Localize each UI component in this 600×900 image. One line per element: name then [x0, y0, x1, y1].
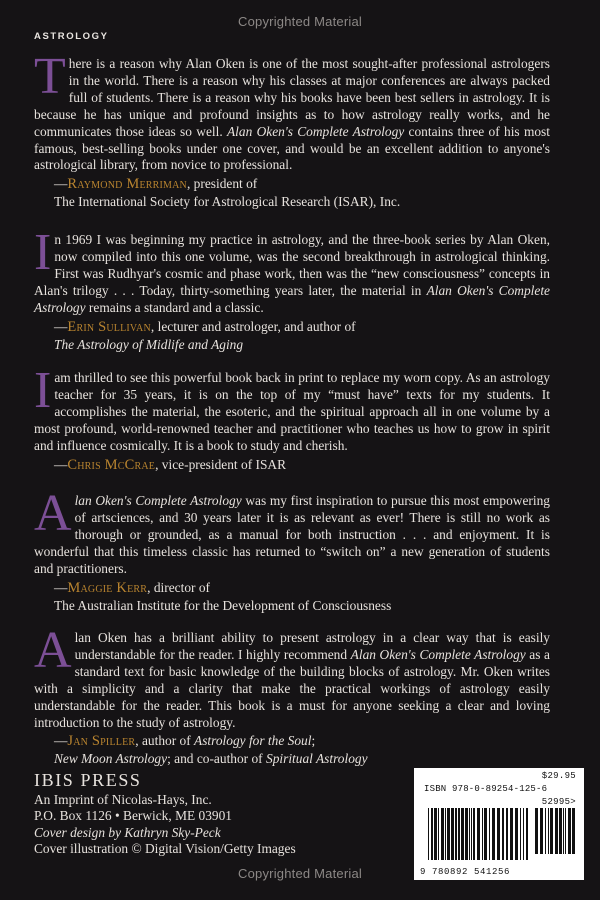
barcode-bar — [471, 808, 472, 860]
barcode-bar — [489, 808, 490, 860]
review-spiller — [34, 622, 550, 767]
barcode-bar — [497, 808, 500, 860]
barcode-bar — [445, 808, 446, 860]
barcode-bar — [526, 808, 528, 860]
review-attribution: —Chris McCrae, vice-president of ISAR — [54, 456, 287, 473]
review-attribution: —Jan Spiller, author of Astrology for the Soul; New Moon Astrology; and co-author of Spiritual Astrology — [54, 733, 368, 767]
barcode-bar — [515, 808, 518, 860]
ean-barcode-bars — [428, 808, 530, 860]
barcode-bar — [510, 808, 513, 860]
review-text: Iam thrilled to see this powerful book back in print to replace my worn copy. As an astrology teacher for 35 years, it is on the top of my “must have” texts for my students. It accomplishes the material, the esoteric, and the spiritual approach all in one volume by a most profound, world-renowned teacher and practitioner who teaches us how to grow in spirit and influence cosmically. It is a book to study and cherish. — [34, 362, 550, 453]
barcode-bar — [568, 808, 571, 854]
barcode-bar — [484, 808, 487, 860]
barcode-bar — [563, 808, 564, 854]
barcode-bar — [555, 808, 558, 854]
barcode-bar — [469, 808, 470, 860]
barcode-bar — [502, 808, 504, 860]
barcode-bar — [434, 808, 437, 860]
barcode-bar — [461, 808, 464, 860]
review-attribution: —Erin Sullivan, lecturer and astrologer, and author of The Astrology of Midlife and Aging — [54, 318, 356, 352]
review-text: In 1969 I was beginning my practice in astrology, and the three-book series by Alan Oken, now compiled into this one volume, was the second breakthrough in astrological thinking. First was Rudhyar's cosmic and phase work, then was the “new consciousness” concepts in Alan's trilogy . . . Today, thirty-something years later, the material in Alan Oken's Complete Astrology remains a standard and a classic. — [34, 224, 550, 315]
barcode-bar — [477, 808, 480, 860]
drop-cap: A — [34, 622, 72, 679]
publisher-name: IBIS PRESS — [34, 770, 142, 790]
publisher-address: P.O. Box 1126 • Berwick, ME 03901 — [34, 808, 232, 824]
barcode-bar — [465, 808, 468, 860]
barcode-bar — [473, 808, 475, 860]
barcode-bar — [438, 808, 439, 860]
isbn-label: ISBN 978-0-89254-125-6 — [424, 784, 548, 794]
price-label: $29.95 — [541, 771, 576, 781]
review-text: There is a reason why Alan Oken is one of the most sought-after professional astrologers in the world. There is a reason why his classes at major conferences are always packed full of students. There is a reason why his books have been best sellers in astrology. It is because he has unique and profound insights as to how astrology really works, and he communicates those ideas so well. Alan Oken's Complete Astrology contains three of his most famous, best-selling books under one cover, and would be an excellent addition to anyone's astrological library, from novice to professional. — [34, 48, 550, 173]
reviewer-name: Chris McCrae — [67, 456, 156, 473]
cover-illustration-credit: Cover illustration © Digital Vision/Getty Images — [34, 841, 296, 857]
barcode-bar — [431, 808, 433, 860]
review-text: Alan Oken's Complete Astrology was my first inspiration to pursue this most empowering of artsciences, and 30 years later it is as relevant as ever! There is still no work as thorough or grounded, as a manual for both instruction . . . and enjoyment. It is wonderful that this timeless classic has returned to “switch on” a new generation of students and practitioners. — [34, 485, 550, 576]
isbn-barcode — [414, 768, 584, 880]
review-mccrae — [34, 362, 550, 474]
barcode-bar — [550, 808, 553, 854]
barcode-bar — [458, 808, 460, 860]
review-attribution: —Raymond Merriman, president of The International Society for Astrological Research (ISAR), Inc. — [54, 176, 401, 210]
barcode-bar — [540, 808, 543, 854]
drop-cap: I — [34, 362, 52, 419]
reviewer-name: Erin Sullivan — [67, 318, 151, 335]
publisher-info — [34, 772, 296, 858]
cover-design-credit: Cover design by Kathryn Sky-Peck — [34, 824, 221, 840]
barcode-bar — [506, 808, 508, 860]
barcode-bar — [492, 808, 495, 860]
barcode-bar — [535, 808, 538, 854]
review-text: Alan Oken has a brilliant ability to present astrology in a clear way that is easily understandable for the reader. I highly recommend Alan Oken's Complete Astrology as a standard text for basic knowledge of the building blocks of astrology. Mr. Oken writes with a simplicity and a clarity that make the practical workings of astrology easily understandable for the reader. This book is a must for anyone seeking a clear and loving introduction to the study of astrology. — [34, 622, 550, 730]
copyright-watermark-top: Copyrighted Material — [238, 14, 362, 29]
barcode-bar — [523, 808, 524, 860]
barcode-bar — [545, 808, 546, 854]
barcode-bar — [559, 808, 562, 854]
barcode-bar — [441, 808, 444, 860]
review-kerr — [34, 485, 550, 614]
barcode-bar — [447, 808, 450, 860]
review-merriman — [34, 48, 550, 210]
review-attribution: —Maggie Kerr, director of The Australian Institute for the Development of Consciousness — [54, 579, 392, 613]
barcode-bar — [565, 808, 566, 854]
barcode-bar — [548, 808, 549, 854]
review-sullivan — [34, 224, 550, 353]
barcode-addon-code: 52995> — [541, 797, 576, 807]
barcode-bar — [520, 808, 521, 860]
barcode-bar — [482, 808, 483, 860]
barcode-bar — [451, 808, 454, 860]
drop-cap: A — [34, 485, 72, 542]
category-label: ASTROLOGY — [34, 31, 109, 42]
addon-barcode-bars — [535, 808, 575, 854]
barcode-bar — [572, 808, 575, 854]
ean-number: 9 780892 541256 — [420, 867, 511, 877]
copyright-watermark-bottom: Copyrighted Material — [238, 866, 362, 881]
reviewer-name: Jan Spiller — [67, 733, 136, 750]
drop-cap: T — [34, 48, 66, 105]
drop-cap: I — [34, 224, 52, 281]
reviewer-name: Maggie Kerr — [67, 579, 148, 596]
publisher-imprint: An Imprint of Nicolas-Hays, Inc. — [34, 791, 212, 807]
barcode-bar — [455, 808, 457, 860]
reviewer-name: Raymond Merriman — [67, 176, 187, 193]
barcode-bar — [428, 808, 429, 860]
